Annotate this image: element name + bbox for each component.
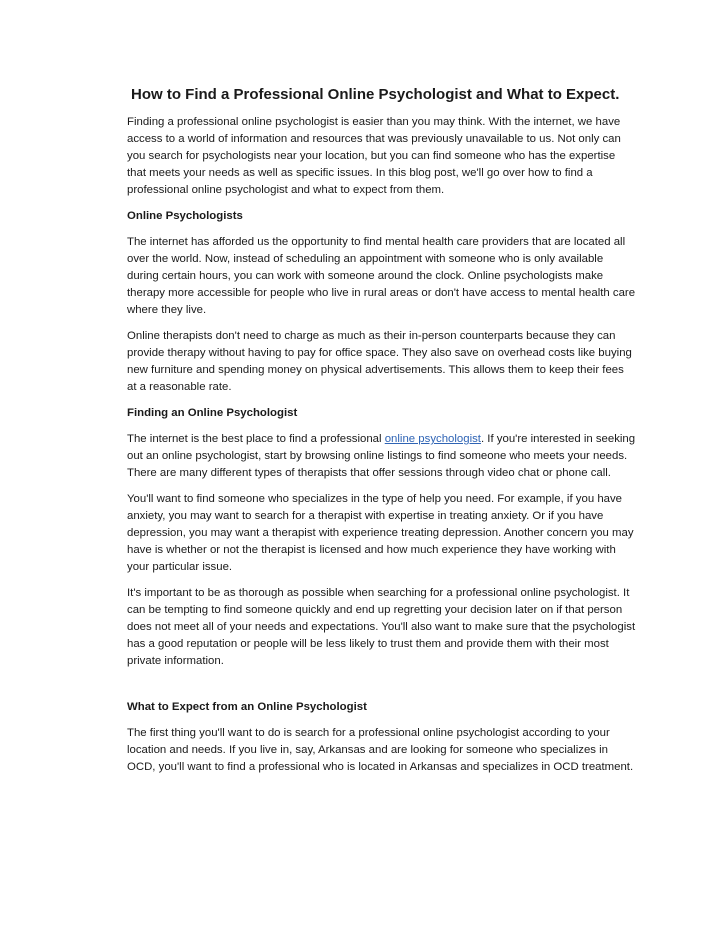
paragraph: It's important to be as thorough as possible when searching for a professional online psychologist. It can be tempting to find someone quickly and end up regretting your decision later on if that person does not meet all of your needs and expectations. You'll also want to make sure that the psychologist has a good reputation or people will be less likely to trust them and provide them with their most private information. [127,587,636,667]
spacer [127,679,636,699]
intro-paragraph: Finding a professional online psychologist is easier than you may think. With the internet, we have access to a world of information and resources that was previously unavailable to us. Not only can you search for psychologists near your location, but you can find someone who has the expertise that meets your needs as well as specific issues. In this blog post, we'll go over how to find a professional online psychologist and what to expect from them. [127,116,621,196]
article-body [127,114,636,785]
section-heading-what-to-expect: What to Expect from an Online Psychologist [127,701,367,713]
paragraph: The first thing you'll want to do is search for a professional online psychologist according to your location and needs. If you live in, say, Arkansas and are looking for someone who specializes in OCD, you'll want to find a professional who is located in Arkansas and specializes in OCD treatment. [127,727,634,773]
paragraph: Online therapists don't need to charge as much as their in-person counterparts because they can provide therapy without having to pay for office space. They also save on overhead costs like buying new furniture and spending money on physical advertisements. This allows them to keep their fees at a reasonable rate. [127,330,632,393]
paragraph-text: . If you're interested in seeking out an online psychologist, start by browsing online listings to find someone who meets your needs. There are many different types of therapists that offer sessions through video chat or phone call. [127,433,636,479]
paragraph: The internet has afforded us the opportunity to find mental health care providers that are located all over the world. Now, instead of scheduling an appointment with someone who is only available during certain hours, you can work with someone around the clock. Online psychologists make therapy more accessible for people who live in rural areas or don't have access to mental health care where they live. [127,236,636,316]
paragraph: You'll want to find someone who specializes in the type of help you need. For example, if you have anxiety, you may want to search for a therapist with expertise in treating anxiety. Or if you have depression, you may want a therapist with experience treating depression. Another concern you may have is whether or not the therapist is licensed and how much experience they have working with your particular issue. [127,493,634,573]
page-title: How to Find a Professional Online Psychologist and What to Expect. [131,86,620,103]
paragraph-with-link [127,431,636,482]
section-heading-finding-online-psychologist: Finding an Online Psychologist [127,407,298,419]
section-heading-online-psychologists: Online Psychologists [127,210,243,222]
paragraph-text: The internet is the best place to find a professional [127,433,385,445]
online-psychologist-link[interactable]: online psychologist [384,433,481,445]
